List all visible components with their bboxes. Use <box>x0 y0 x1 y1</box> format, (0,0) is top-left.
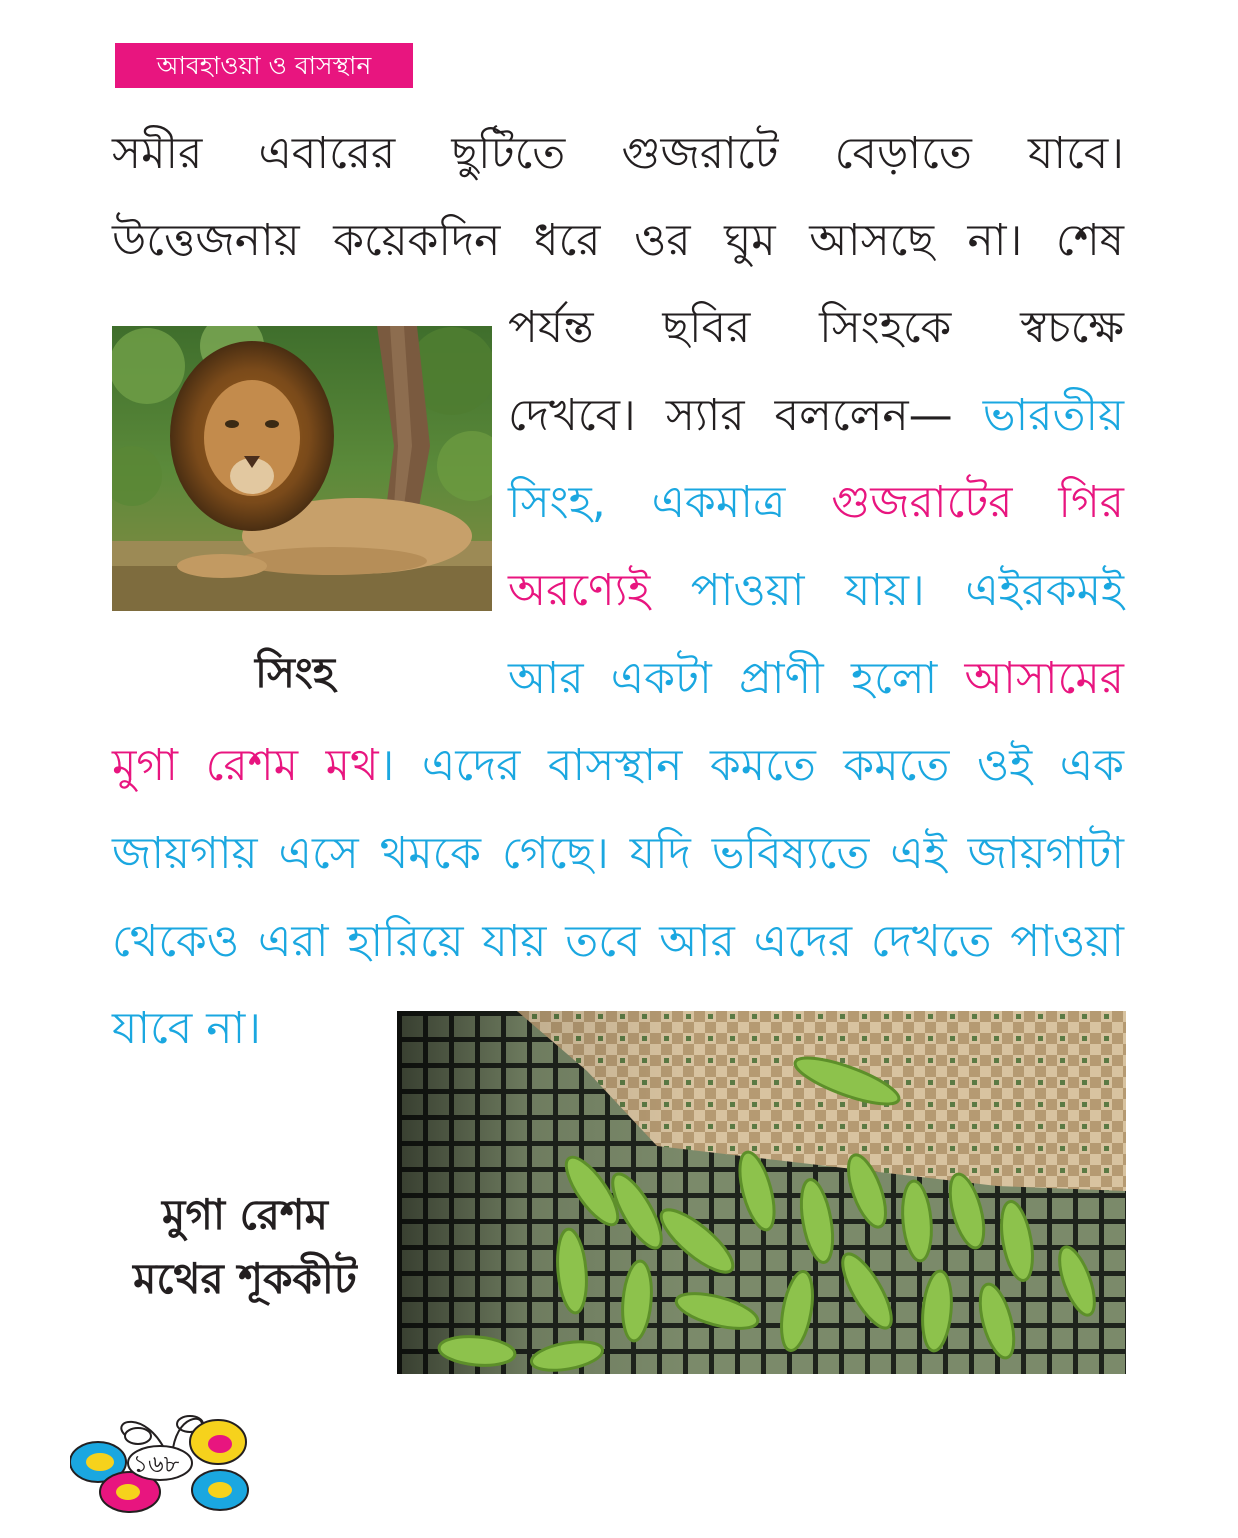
paragraph-line-9: জায়গায় এসে থমকে গেছে। যদি ভবিষ্যতে এই জায়গাটা <box>112 828 1124 879</box>
paragraph-line-5 <box>508 475 1124 531</box>
line-5-magenta-text: গুজরাটের গির <box>831 477 1124 528</box>
paragraph-line-4 <box>508 388 1124 444</box>
lion-photo <box>112 326 492 611</box>
paragraph-line-11: যাবে না। <box>112 1003 262 1054</box>
lion-caption: সিংহ <box>255 648 335 697</box>
line-4-black-text: দেখবে। স্যার বললেন— <box>508 390 983 441</box>
line-7-cyan-text: আর একটা প্রাণী হলো <box>508 653 965 704</box>
paragraph-line-8 <box>112 738 1124 794</box>
silkworm-caption-line-1: মুগা রেশম <box>162 1190 328 1239</box>
line-4-cyan-text: ভারতীয় <box>982 390 1124 441</box>
paragraph-line-6 <box>508 563 1124 619</box>
line-7-magenta-text: আসামের <box>964 653 1124 704</box>
line-8-cyan-text: । এদের বাসস্থান কমতে কমতে ওই এক <box>378 740 1124 791</box>
silkworm-caption <box>100 1183 390 1311</box>
line-6-cyan-text: পাওয়া যায়। এইরকমই <box>650 565 1124 616</box>
paragraph-line-3: পর্যন্ত ছবির সিংহকে স্বচক্ষে <box>508 302 1124 353</box>
paragraph-line-7 <box>508 651 1124 707</box>
page-number: ১৬৮ <box>132 1450 180 1478</box>
paragraph-line-10: থেকেও এরা হারিয়ে যায় তবে আর এদের দেখতে পাওয়া <box>112 916 1124 967</box>
paragraph-line-1: সমীর এবারের ছুটিতে গুজরাটে বেড়াতে যাবে। <box>112 128 1124 179</box>
silkworm-caption-line-2: মথের শূককীট <box>133 1254 357 1303</box>
line-6-magenta-text: অরণ্যেই <box>508 565 651 616</box>
chapter-tag: আবহাওয়া ও বাসস্থান <box>115 43 413 88</box>
line-5-cyan-text: সিংহ, একমাত্র <box>508 477 832 528</box>
line-8-magenta-text: মুগা রেশম মথ <box>112 740 379 791</box>
silkworm-photo <box>397 1011 1126 1374</box>
paragraph-line-2: উত্তেজনায় কয়েকদিন ধরে ওর ঘুম আসছে না। শেষ <box>112 215 1124 266</box>
